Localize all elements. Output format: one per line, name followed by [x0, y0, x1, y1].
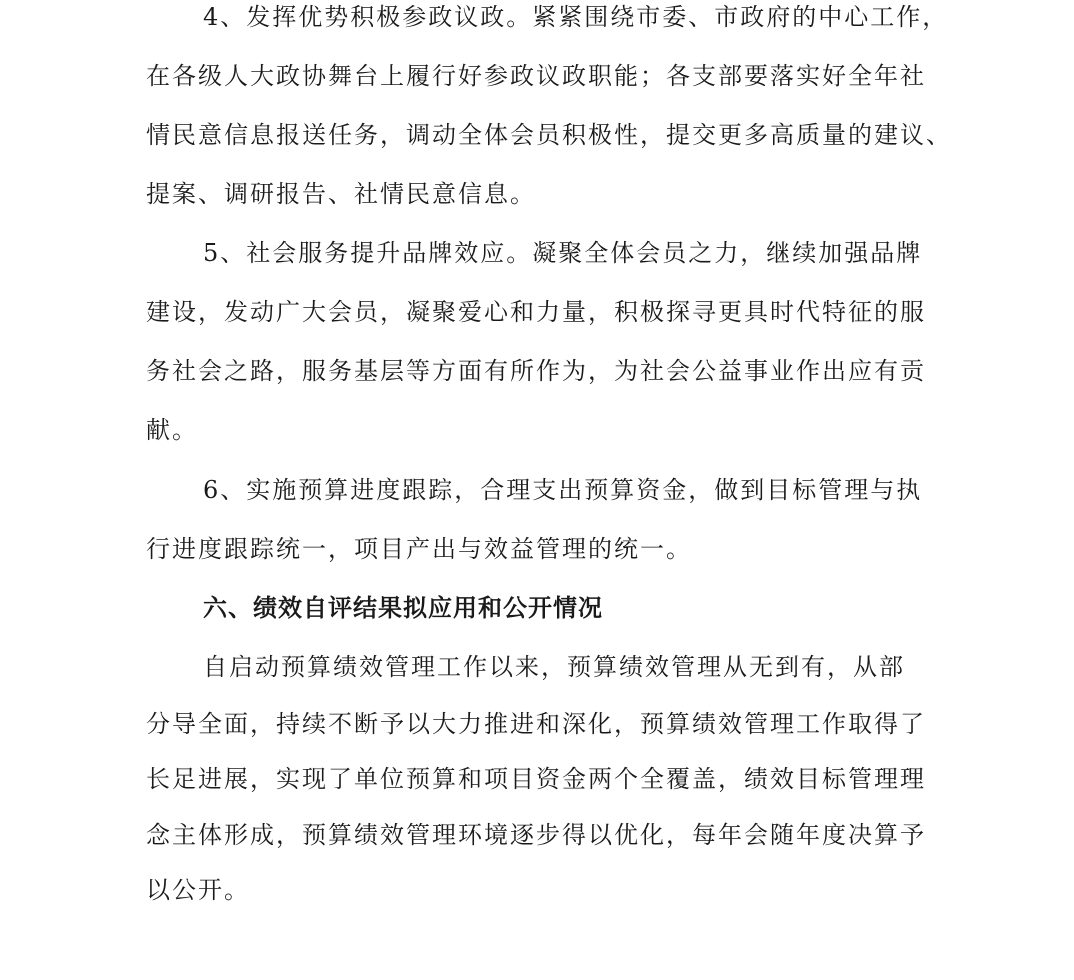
- paragraph-line: 自启动预算绩效管理工作以来，预算绩效管理从无到有，从部: [203, 653, 905, 681]
- paragraph-line: 在各级人大政协舞台上履行好参政议政职能；各支部要落实好全年社: [146, 62, 926, 90]
- paragraph-line: 务社会之路，服务基层等方面有所作为，为社会公益事业作出应有贡: [146, 357, 926, 385]
- paragraph-line: 提案、调研报告、社情民意信息。: [146, 180, 536, 208]
- paragraph-line: 6、实施预算进度跟踪，合理支出预算资金，做到目标管理与执: [203, 476, 923, 504]
- paragraph-line: 分导全面，持续不断予以大力推进和深化，预算绩效管理工作取得了: [146, 710, 926, 738]
- paragraph-line: 念主体形成，预算绩效管理环境逐步得以优化，每年会随年度决算予: [146, 821, 926, 849]
- paragraph-line: 行进度跟踪统一，项目产出与效益管理的统一。: [146, 535, 692, 563]
- paragraph-line: 献。: [146, 416, 198, 444]
- paragraph-line: 5、社会服务提升品牌效应。凝聚全体会员之力，继续加强品牌: [203, 239, 923, 267]
- section-heading: 六、绩效自评结果拟应用和公开情况: [203, 594, 603, 622]
- paragraph-line: 建设，发动广大会员，凝聚爱心和力量，积极探寻更具时代特征的服: [146, 298, 926, 326]
- paragraph-line: 情民意信息报送任务，调动全体会员积极性，提交更多高质量的建议、: [146, 121, 952, 149]
- paragraph-line: 4、发挥优势积极参政议政。紧紧围绕市委、市政府的中心工作，: [203, 3, 949, 31]
- paragraph-line: 以公开。: [146, 876, 250, 904]
- paragraph-line: 长足进展，实现了单位预算和项目资金两个全覆盖，绩效目标管理理: [146, 765, 926, 793]
